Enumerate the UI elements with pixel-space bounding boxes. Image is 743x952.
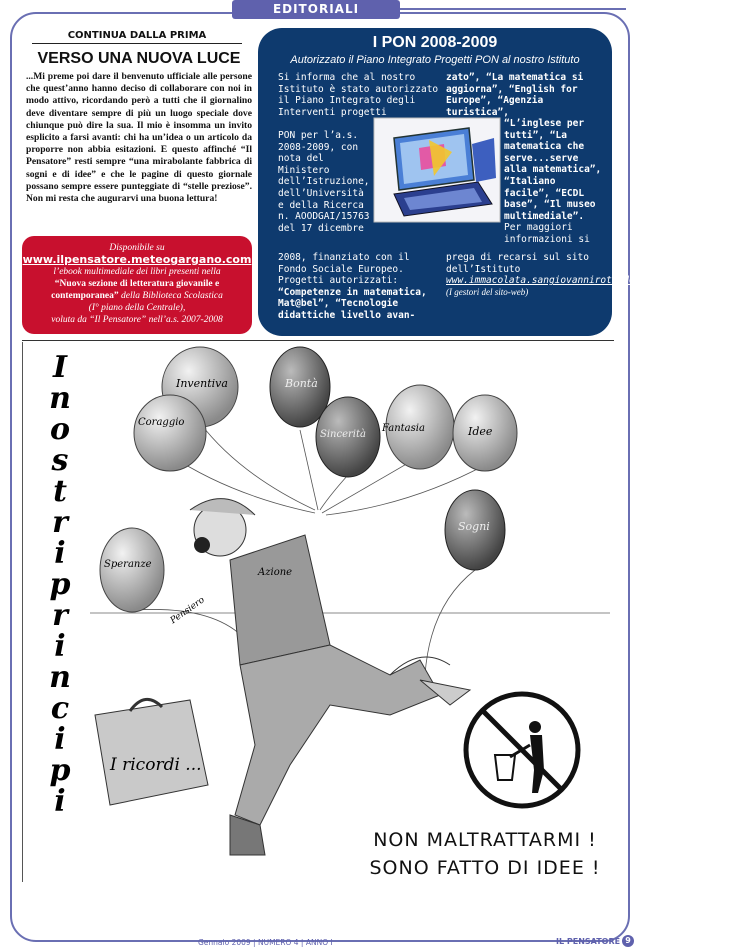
- promo-url-link[interactable]: www.ilpensatore.meteogargano.com: [22, 253, 252, 266]
- svg-text:Azione: Azione: [258, 567, 293, 578]
- svg-text:Sincerità: Sincerità: [320, 429, 366, 440]
- footer-paper: IL PENSATORE: [556, 937, 621, 946]
- svg-text:Coraggio: Coraggio: [138, 417, 185, 428]
- balloon-fantasia: [381, 385, 454, 469]
- svg-text:Bontà: Bontà: [285, 377, 318, 390]
- svg-text:Idee: Idee: [468, 425, 493, 438]
- pon-col2-plain: Per maggiori informazioni si: [504, 222, 590, 245]
- svg-text:Speranze: Speranze: [104, 559, 152, 570]
- balloon-sogni: [445, 490, 505, 570]
- svg-text:Pensiero: Pensiero: [168, 595, 207, 627]
- promo-line4: (I° piano della Centrale),: [88, 303, 186, 313]
- balloon-speranze: [100, 528, 164, 612]
- slogan: [340, 826, 630, 882]
- editorial-title: VERSO UNA NUOVA LUCE: [37, 50, 241, 67]
- pon-col2-bold: “L’inglese per tutti”, “La matematica che serve...serve alla matematica”, “Italiano facile”, “ECDL base”, “Il museo multimediale”. Per maggiori informazioni si: [504, 118, 602, 245]
- promo-line2: l’ebook multimediale dei libri presenti nella: [53, 267, 221, 277]
- svg-text:Fantasia: Fantasia: [382, 423, 425, 434]
- computer-illustration: [374, 118, 500, 222]
- pon-title: I PON 2008-2009: [372, 34, 498, 51]
- section-tab: EDITORIALI: [232, 0, 400, 19]
- pon-col1-mid: PON per l’a.s. 2008-2009, con nota del Ministero dell’Istruzione, dell’Università e della Ricerca n. AOODGAI/15763 del 17 dicembre: [278, 130, 370, 234]
- pon-col1-top: Si informa che al nostro Istituto è stato autorizzato il Piano Integrato degli Interventi progetti: [278, 72, 439, 118]
- pon-col1-bold: “Competenze in matematica, Mat@bel”, “Tecnologie didattiche livello avan-: [278, 286, 427, 321]
- balloon-coraggio: [134, 395, 206, 471]
- pon-signature: (I gestori del sito-web): [446, 286, 529, 297]
- promo-line5: voluta da “Il Pensatore” nell’a.s. 2007-2008: [51, 315, 223, 325]
- svg-text:I ricordi ...: I ricordi ...: [110, 755, 202, 775]
- school-website-link[interactable]: www.immacolata.sangiovannirotondo.scuolaeservizi.com: [446, 275, 743, 287]
- pon-col2-top: zato”, “La matematica si aggiorna”, “English for Europe”, “Agenzia turistica”,: [446, 72, 584, 118]
- svg-text:Sogni: Sogni: [458, 520, 490, 533]
- slogan-line2: SONO FATTO DI IDEE !: [369, 857, 601, 879]
- pon-col1-bottom: 2008, finanziato con il Fondo Sociale Europeo. Progetti autorizzati: “Competenze in matematica, Mat@bel”, “Tecnologie didattiche livello avan-: [278, 252, 427, 321]
- promo-bold: “Nuova sezione di letteratura giovanile e contemporanea”: [51, 279, 220, 301]
- clown-illustration: [90, 345, 610, 885]
- promo-line3: della Biblioteca Scolastica: [121, 291, 223, 301]
- slogan-line1: NON MALTRATTARMI !: [373, 829, 597, 851]
- ebook-promo-box: [22, 236, 252, 334]
- promo-line1: Disponibile su: [109, 243, 165, 253]
- footer-issue: Gennaio 2009 | NUMERO 4 | ANNO I: [198, 938, 333, 947]
- pon-subtitle: Autorizzato il Piano Integrato Progetti PON al nostro Istituto: [290, 54, 580, 66]
- page-number: 9: [622, 935, 634, 947]
- left-divider: [22, 342, 23, 882]
- balloon-idee: [453, 395, 517, 471]
- svg-text:Inventiva: Inventiva: [176, 377, 228, 390]
- balloon-sincerita: [316, 397, 380, 477]
- section-divider: [22, 340, 614, 341]
- editorial-body: ...Mi preme poi dare il benvenuto ufficiale alle persone che quest’anno hanno deciso di collaborare con noi in modo attivo, ricordando però a tutti che il giornalino deve diventare sempre di più un luogo speciale dove chiunque può dire la sua. Il mio è insomma un invito esplicito a farsi avanti: chi ha un’idea o un articolo da proporre non abbia esitazioni. E questo affinché “Il Pensatore” resti sempre “una mirabolante fabbrica di sogni e di idee” e che le pagine di questo giornale possano sempre essere punteggiate di “stelle preziose”. Non mi resta che augurarvi una buona lettura!: [26, 71, 252, 205]
- no-littering-sign: [466, 694, 578, 806]
- pon-col2-bottom: prega di recarsi sul sito dell’Istituto www.immacolata.sangiovannirotondo.scuolaeservizi.com (I gestori del sito-web): [446, 252, 743, 297]
- continued-label: CONTINUA DALLA PRIMA: [32, 30, 242, 44]
- suitcase: [95, 699, 208, 805]
- vertical-title: I n o s t r i p r i n c i p i: [49, 350, 71, 819]
- top-rule: [380, 8, 626, 10]
